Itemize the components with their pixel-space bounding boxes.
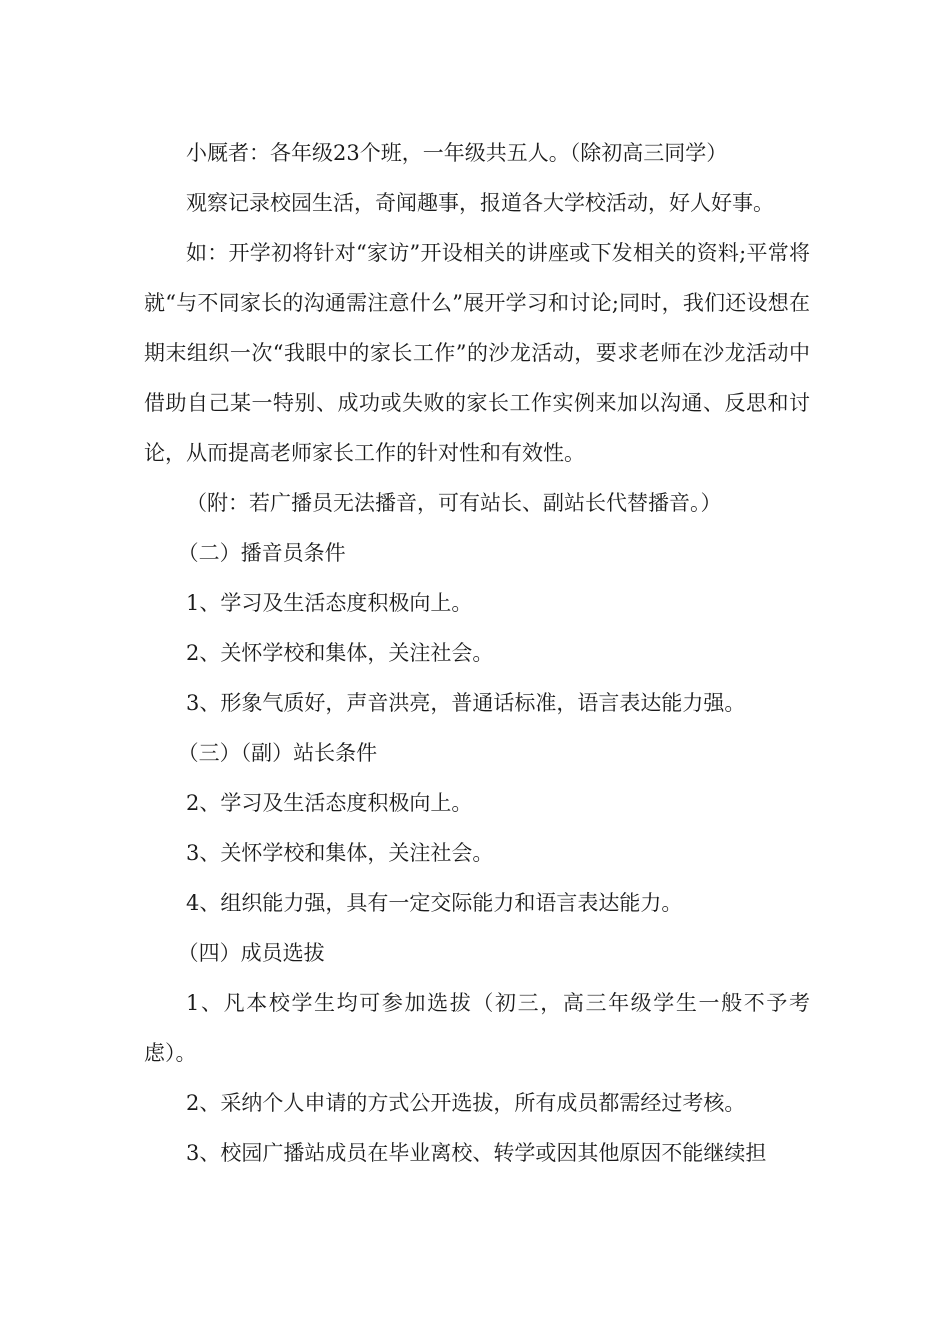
list-item: 3、关怀学校和集体，关注社会。: [186, 841, 494, 865]
paragraph-observation: 观察记录校园生活，奇闻趣事，报道各大学校活动，好人好事。: [186, 191, 774, 215]
section-heading-station-chief-requirements: （三）（副）站长条件: [177, 741, 378, 765]
section-heading-announcer-requirements: （二）播音员条件: [177, 541, 346, 565]
list-item: 1、学习及生活态度积极向上。: [186, 591, 473, 615]
list-item: 3、校园广播站成员在毕业离校、转学或因其他原因不能继续担: [186, 1141, 767, 1165]
list-item: 4、组织能力强，具有一定交际能力和语言表达能力。: [186, 891, 683, 915]
paragraph-note: （附：若广播员无法播音，可有站长、副站长代替播音。）: [186, 491, 722, 515]
list-item: 2、采纳个人申请的方式公开选拔，所有成员都需经过考核。: [186, 1091, 746, 1115]
list-item: 2、关怀学校和集体，关注社会。: [186, 641, 494, 665]
paragraph-example: 如：开学初将针对“家访”开设相关的讲座或下发相关的资料;平常将就“与不同家长的沟通需注意什么”展开学习和讨论;同时，我们还设想在期末组织一次“我眼中的家长工作”的沙龙活动，要求老师在沙龙活动中借助自己某一特别、成功或失败的家长工作实例来加以沟通、反思和讨论，从而提高老师家长工作的针对性和有效性。: [144, 241, 810, 465]
list-item: 3、形象气质好，声音洪亮，普通话标准，语言表达能力强。: [186, 691, 746, 715]
list-item: 2、学习及生活态度积极向上。: [186, 791, 473, 815]
list-item: 1、凡本校学生均可参加选拔（初三，高三年级学生一般不予考虑）。: [144, 991, 810, 1065]
paragraph-reporters: 小厩者：各年级23个班，一年级共五人。（除初高三同学）: [186, 141, 728, 165]
section-heading-member-selection: （四）成员选拔: [177, 941, 325, 965]
document-body: [144, 128, 810, 1178]
